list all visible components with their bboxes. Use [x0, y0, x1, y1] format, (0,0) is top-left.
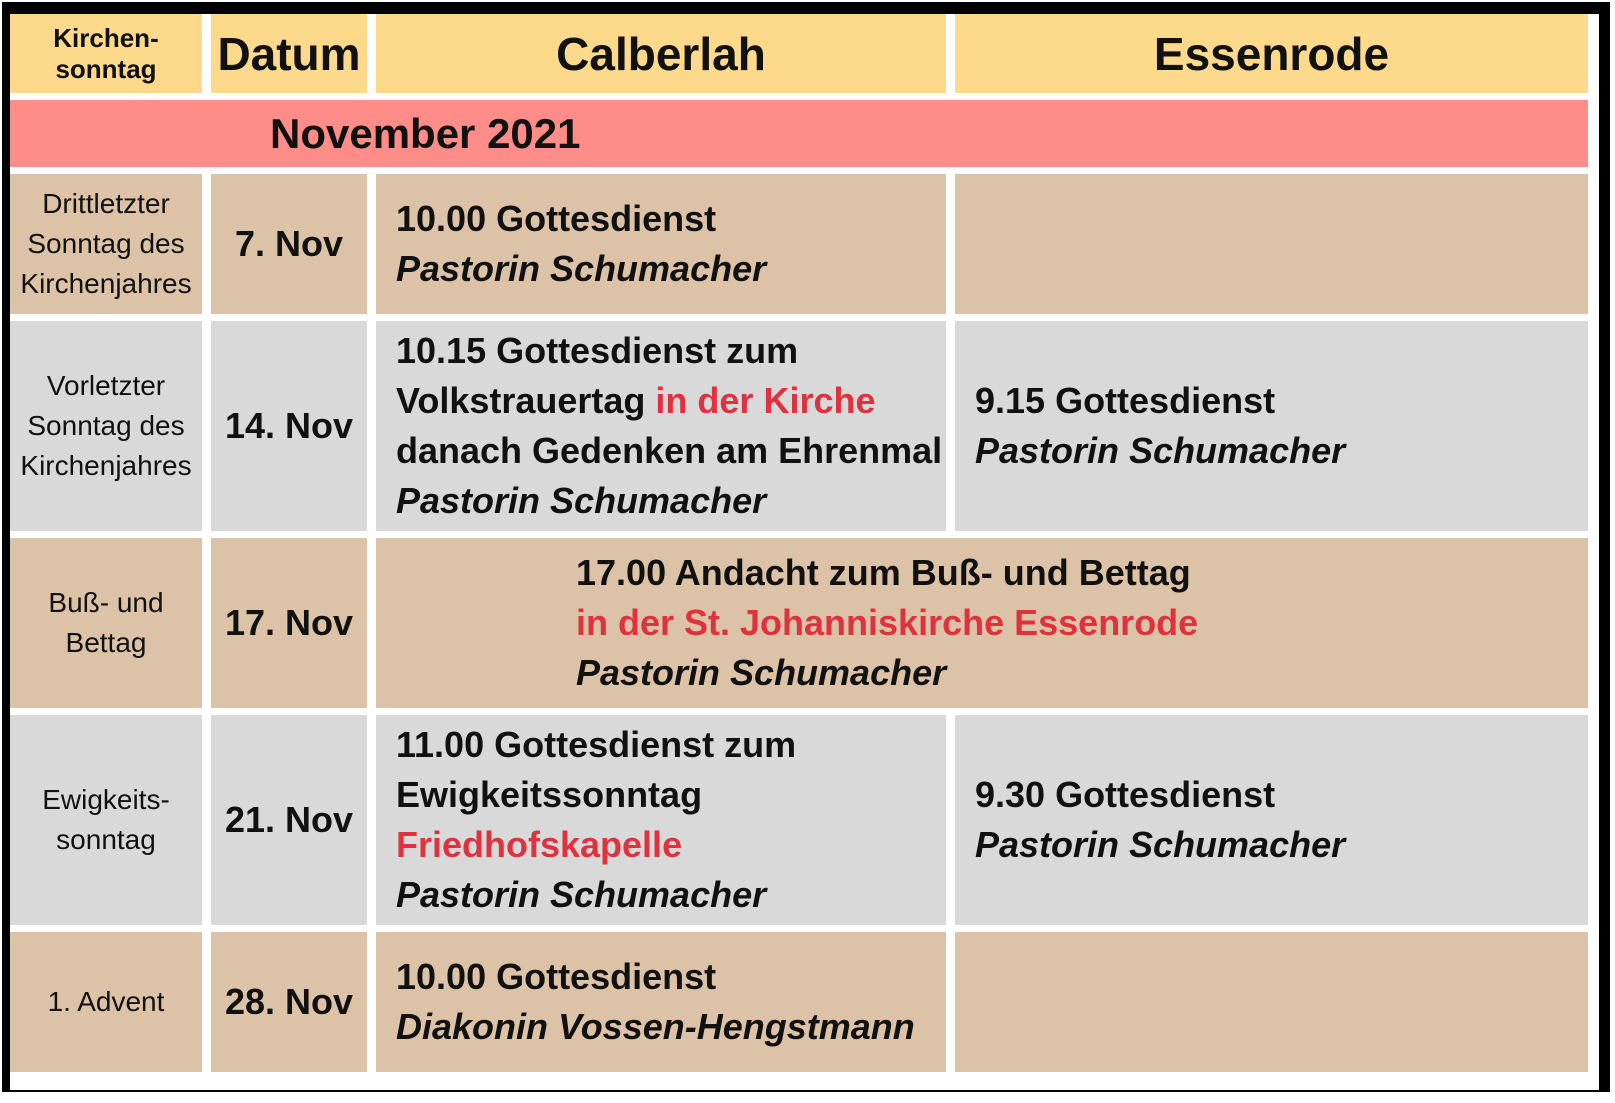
- header-datum: Datum: [211, 14, 367, 93]
- location-highlight: in der St. Johanniskirche Essenrode: [576, 602, 1199, 643]
- calberlah-service: [376, 932, 946, 1072]
- sunday-name: [10, 321, 202, 531]
- occasion-text: Volkstrauertag: [396, 380, 656, 421]
- service-date: 14. Nov: [211, 321, 367, 531]
- service-note: danach Gedenken am Ehrenmal: [396, 430, 943, 471]
- sunday-line: Ewigkeits-: [42, 784, 170, 815]
- sunday-name: [10, 174, 202, 314]
- sunday-line: Sonntag des: [27, 228, 185, 259]
- service-pastor: Pastorin Schumacher: [396, 480, 767, 521]
- header-essenrode: Essenrode: [955, 14, 1588, 93]
- service-date: 17. Nov: [211, 538, 367, 708]
- sunday-line: Kirchenjahres: [20, 450, 192, 481]
- service-date: 21. Nov: [211, 715, 367, 925]
- service-pastor: Pastorin Schumacher: [975, 824, 1346, 865]
- header-kirchensonntag: [10, 14, 202, 93]
- essenrode-service: [955, 321, 1588, 531]
- service-time-title: 10.00 Gottesdienst: [396, 198, 717, 239]
- sunday-name: [10, 932, 202, 1072]
- sunday-line: Bettag: [65, 627, 147, 658]
- sunday-line: Buß- und: [48, 587, 164, 618]
- location-highlight: in der Kirche: [655, 380, 876, 421]
- service-time-title: 9.15 Gottesdienst: [975, 380, 1276, 421]
- service-schedule-table: [10, 14, 1599, 1090]
- service-pastor: Pastorin Schumacher: [396, 874, 767, 915]
- sunday-line: sonntag: [56, 824, 156, 855]
- sunday-line: Drittletzter: [42, 188, 170, 219]
- calberlah-service: [376, 321, 946, 531]
- location-highlight: Friedhofskapelle: [396, 824, 683, 865]
- header-kirchensonntag-line2: sonntag: [55, 53, 157, 84]
- sunday-line: Kirchenjahres: [20, 268, 192, 299]
- sunday-line: 1. Advent: [47, 986, 165, 1017]
- calberlah-service: [376, 715, 946, 925]
- sunday-line: Vorletzter: [46, 370, 166, 401]
- calberlah-service: [376, 174, 946, 314]
- month-banner: November 2021: [10, 100, 1588, 167]
- sunday-line: Sonntag des: [27, 410, 185, 441]
- service-date: 28. Nov: [211, 932, 367, 1072]
- service-date: 7. Nov: [211, 174, 367, 314]
- essenrode-service-empty: [955, 932, 1588, 1072]
- header-calberlah: Calberlah: [376, 14, 946, 93]
- service-occasion: Ewigkeitssonntag: [396, 774, 703, 815]
- essenrode-service: [955, 715, 1588, 925]
- service-occasion: [396, 376, 946, 426]
- service-pastor: Pastorin Schumacher: [576, 652, 947, 693]
- service-time-title: 11.00 Gottesdienst zum: [396, 724, 797, 765]
- combined-service: [376, 538, 1588, 708]
- sunday-name: [10, 715, 202, 925]
- service-pastor: Pastorin Schumacher: [975, 430, 1346, 471]
- service-time-title: 9.30 Gottesdienst: [975, 774, 1276, 815]
- header-kirchensonntag-line1: Kirchen-: [53, 22, 159, 53]
- essenrode-service-empty: [955, 174, 1588, 314]
- service-pastor: Diakonin Vossen-Hengstmann: [396, 1006, 915, 1047]
- service-time-title: 17.00 Andacht zum Buß- und Bettag: [576, 552, 1191, 593]
- sunday-name: [10, 538, 202, 708]
- service-time-title: 10.15 Gottesdienst zum: [396, 330, 799, 371]
- service-pastor: Pastorin Schumacher: [396, 248, 767, 289]
- service-time-title: 10.00 Gottesdienst: [396, 956, 717, 997]
